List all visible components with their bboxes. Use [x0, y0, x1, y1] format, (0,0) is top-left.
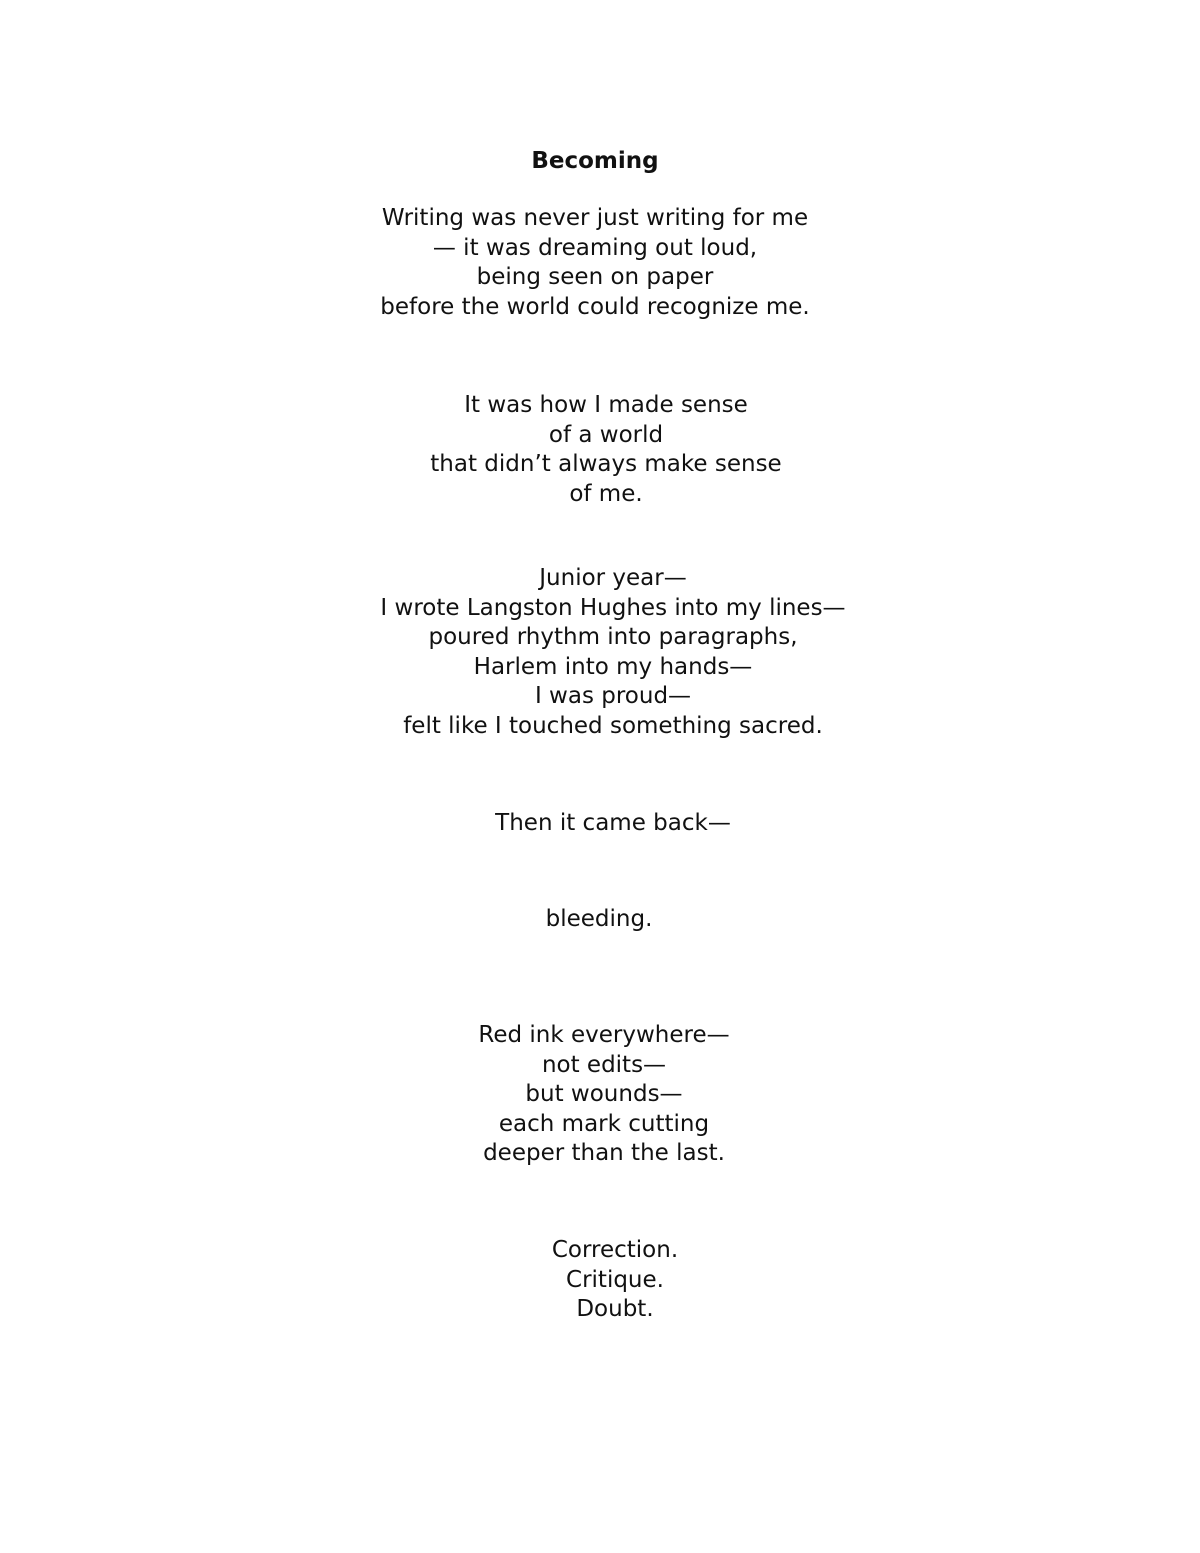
poem-line: Correction. — [551, 1237, 679, 1263]
poem-line: Harlem into my hands— — [473, 653, 753, 680]
poem-title: Becoming — [531, 148, 659, 174]
poem-line: before the world could recognize me. — [380, 293, 810, 320]
stanza-5 — [0, 905, 1198, 935]
stanza-1 — [0, 204, 1190, 322]
poem-line: Writing was never just writing for me — [381, 205, 809, 231]
poem-line: poured rhythm into paragraphs, — [428, 624, 798, 650]
stanza-6 — [0, 1021, 1200, 1169]
poem-line: Critique. — [566, 1266, 664, 1293]
poem-line: of a world — [548, 421, 664, 448]
poem-line: not edits— — [541, 1051, 667, 1078]
poem-line: Junior year— — [539, 565, 687, 591]
poem-line: deeper than the last. — [483, 1140, 725, 1166]
poem-line: bleeding. — [545, 906, 653, 932]
poem-line: felt like I touched something sacred. — [403, 712, 823, 739]
poem-line: I wrote Langston Hughes into my lines— — [380, 594, 846, 621]
poem-line: — it was dreaming out loud, — [432, 234, 758, 261]
poem-line: being seen on paper — [476, 264, 714, 290]
poem-line: I was proud— — [534, 683, 692, 709]
poem-line: It was how I made sense — [464, 392, 748, 418]
poem-line: of me. — [569, 480, 643, 507]
poem-line: Doubt. — [576, 1296, 654, 1322]
poem-line: Red ink everywhere— — [478, 1022, 730, 1048]
stanza-4 — [0, 809, 1200, 839]
poem-line: but wounds— — [525, 1081, 683, 1107]
poem-line: Then it came back— — [495, 810, 731, 836]
stanza-7 — [0, 1236, 1200, 1325]
poem-line: each mark cutting — [498, 1110, 710, 1137]
poem-line: that didn’t always make sense — [430, 451, 782, 477]
stanza-3 — [0, 564, 1200, 741]
stanza-2 — [0, 391, 1200, 509]
